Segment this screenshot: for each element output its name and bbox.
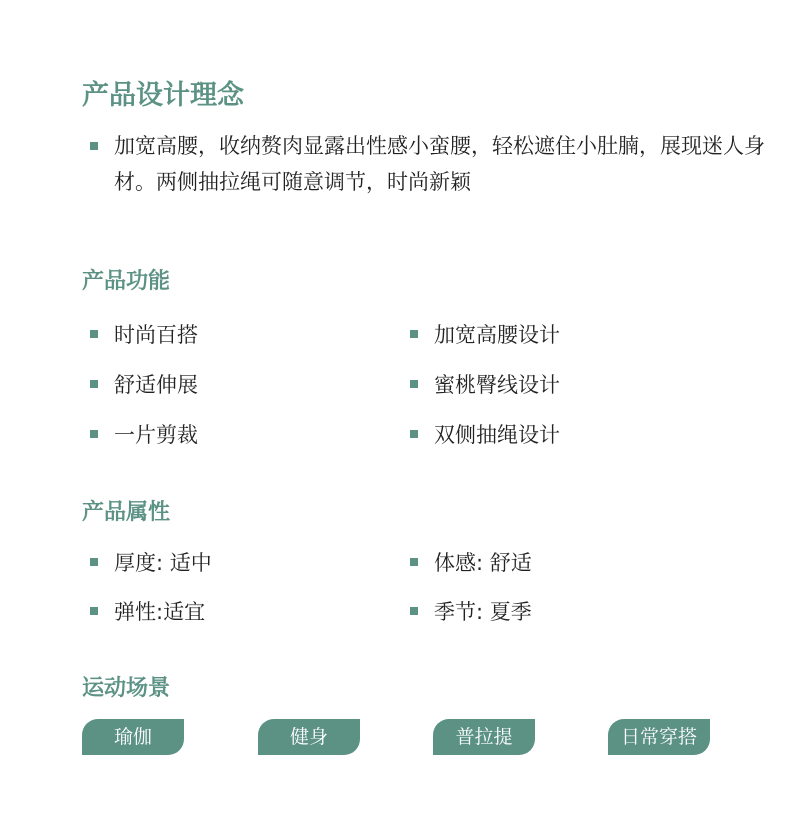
bullet-square-icon (410, 607, 418, 615)
attribute-item (410, 549, 532, 577)
functions-title: 产品功能 (82, 269, 171, 294)
function-label: 时尚百搭 (114, 323, 198, 347)
design-concept-paragraph (90, 128, 780, 200)
function-item (90, 371, 198, 399)
function-label: 双侧抽绳设计 (434, 423, 560, 447)
function-item (410, 321, 560, 349)
bullet-square-icon (90, 430, 98, 438)
scene-tag-pilates: 普拉提 (433, 719, 535, 755)
bullet-square-icon (410, 430, 418, 438)
design-concept-text: 加宽高腰，收纳赘肉显露出性感小蛮腰，轻松遮住小肚腩，展现迷人身材。两侧抽拉绳可随意调节，时尚新颖 (114, 134, 765, 194)
function-label: 舒适伸展 (114, 373, 198, 397)
scenes-title: 运动场景 (82, 676, 171, 701)
attributes-title: 产品属性 (82, 500, 171, 525)
bullet-square-icon (410, 380, 418, 388)
scene-tag-fitness: 健身 (258, 719, 360, 755)
function-item (90, 421, 198, 449)
function-item (410, 421, 560, 449)
function-item (410, 371, 560, 399)
function-label: 一片剪裁 (114, 423, 198, 447)
bullet-square-icon (410, 330, 418, 338)
attribute-label: 体感: 舒适 (434, 551, 532, 575)
bullet-square-icon (90, 607, 98, 615)
attribute-label: 厚度: 适中 (114, 551, 212, 575)
attribute-item (90, 598, 205, 626)
function-label: 蜜桃臀线设计 (434, 373, 560, 397)
bullet-square-icon (410, 558, 418, 566)
attribute-label: 季节: 夏季 (434, 600, 532, 624)
scene-tag-daily-wear: 日常穿搭 (608, 719, 710, 755)
bullet-square-icon (90, 142, 98, 150)
bullet-square-icon (90, 558, 98, 566)
scene-tag-yoga: 瑜伽 (82, 719, 184, 755)
attribute-item (90, 549, 212, 577)
attribute-label: 弹性:适宜 (114, 600, 206, 624)
bullet-square-icon (90, 330, 98, 338)
function-label: 加宽高腰设计 (434, 323, 560, 347)
function-item (90, 321, 198, 349)
bullet-square-icon (90, 380, 98, 388)
design-concept-title: 产品设计理念 (82, 80, 244, 111)
attribute-item (410, 598, 532, 626)
